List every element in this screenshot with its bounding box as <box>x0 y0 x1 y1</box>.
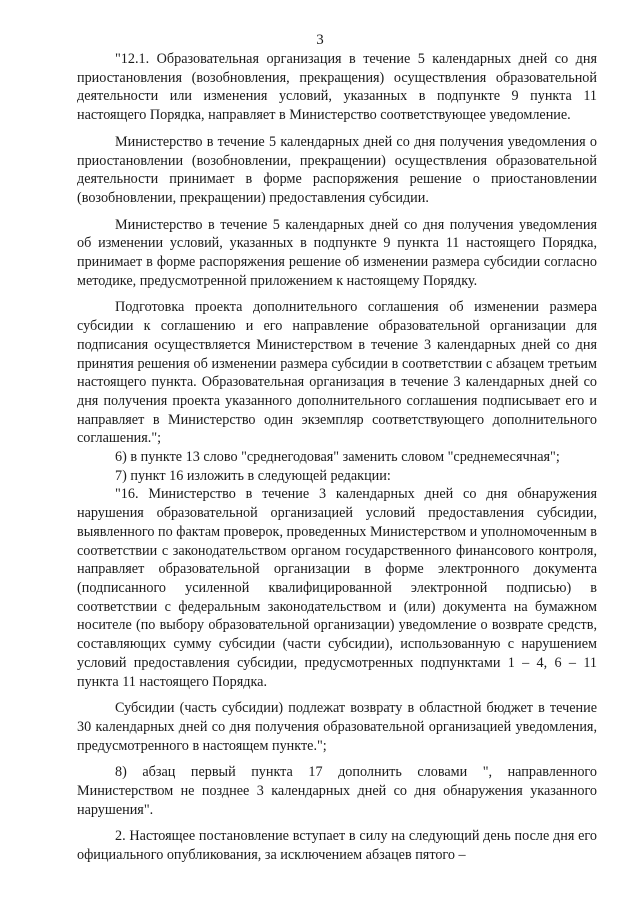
paragraph-subsidy-return: Субсидии (часть субсидии) подлежат возврату в областной бюджет в течение 30 календарных дней со дня получения образовательной организацией уведомления, предусмотренного в настоящем пункте."; <box>77 700 597 754</box>
document-body <box>77 50 597 865</box>
page-number: 3 <box>316 32 324 48</box>
paragraph-16: "16. Министерство в течение 3 календарных дней со дня обнаружения нарушения образовательной организацией условий предоставления субсидии, выявленного по фактам проверок, проведенных Министерством и уполномоченным в соответствии с законодательством органом государственного финансового контроля, направляет образовательной организации в форме электронного документа (подписанного усиленной квалифицированной электронной подписью) в соответствии с федеральным законодательством и (или) документа на бумажном носителе (по выбору образовательной организации) уведомление о возврате средств, составляющих сумму субсидии (части субсидии), использованную с нарушением условий предоставления субсидии, предусмотренных подпунктами 1 – 4, 6 – 11 пункта 11 настоящего Порядка. <box>77 486 597 690</box>
paragraph-12-1: "12.1. Образовательная организация в течение 5 календарных дней со дня приостановления (возобновления, прекращения) осуществления образовательной деятельности или изменения условий, указанных в подпункте 9 пункта 11 настоящего Порядка, направляет в Министерство соответствующее уведомление. <box>77 51 597 124</box>
paragraph-item-6: 6) в пункте 13 слово "среднегодовая" заменить словом "среднемесячная"; <box>115 449 560 466</box>
paragraph-item-8: 8) абзац первый пункта 17 дополнить словами ", направленного Министерством не позднее 3 календарных дней со дня обнаружения указанного нарушения". <box>77 764 597 818</box>
paragraph-suspension-decision: Министерство в течение 5 календарных дней со дня получения уведомления о приостановлении (возобновлении, прекращении) осуществления образовательной деятельности принимает в форме распоряжения решение о приостановлении (возобновлении, прекращении) предоставления субсидии. <box>77 133 597 206</box>
paragraph-effective-date: 2. Настоящее постановление вступает в силу на следующий день после дня его официального опубликования, за исключением абзацев пятого – <box>77 828 597 864</box>
paragraph-conditions-change: Министерство в течение 5 календарных дней со дня получения уведомления об изменении условий, указанных в подпункте 9 пункта 11 настоящего Порядка, принимает в форме распоряжения решение об изменении размера субсидии согласно методике, предусмотренной приложением к настоящему Порядку. <box>77 216 597 289</box>
paragraph-additional-agreement: Подготовка проекта дополнительного соглашения об изменении размера субсидии к соглашению и его направление образовательной организации для подписания осуществляется Министерством в течение 3 календарных дней со дня принятия решения об изменении размера субсидии в соответствии с абзацем третьим настоящего пункта. Образовательная организация в течение 3 календарных дней со дня получения проекта указанного дополнительного соглашения подписывает его и направляет в Министерство один экземпляр соответствующего дополнительного соглашения."; <box>77 299 597 447</box>
paragraph-item-7: 7) пункт 16 изложить в следующей редакции: <box>115 467 391 484</box>
